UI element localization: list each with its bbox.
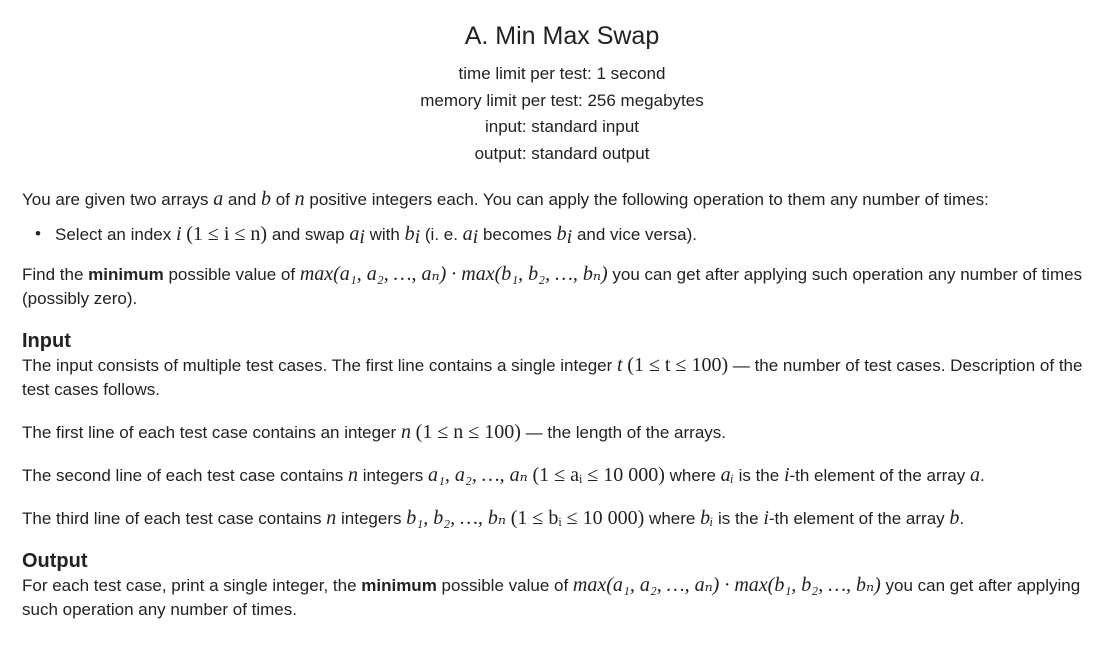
text: integers xyxy=(336,509,407,528)
list-item xyxy=(35,222,1092,248)
input-paragraph-3 xyxy=(22,463,1092,488)
text: — the length of the arrays. xyxy=(520,423,727,442)
text: is the xyxy=(733,466,784,485)
output-section xyxy=(22,549,1092,622)
text: where xyxy=(644,509,701,528)
math-var: a xyxy=(213,188,224,210)
text: Find the xyxy=(22,265,89,284)
statement-paragraph-1 xyxy=(22,187,1092,212)
math-range: (1 ≤ i ≤ n) xyxy=(186,223,268,245)
text: . xyxy=(979,466,985,485)
math-var: i xyxy=(763,507,769,529)
math-var: a xyxy=(969,464,980,486)
math-formula: a₁, a₂, …, aₙ xyxy=(427,464,528,486)
math-sub: i xyxy=(359,226,365,248)
problem-header xyxy=(22,21,1102,167)
input-paragraph-4 xyxy=(22,506,1092,531)
math-sub: i xyxy=(566,226,573,248)
text: possible value of xyxy=(436,576,573,595)
text: positive integers each. You can apply the following operation to them any number of times: xyxy=(304,190,989,209)
output-spec: output: standard output xyxy=(474,143,650,163)
input-section xyxy=(22,329,1092,531)
text: (i. e. xyxy=(420,225,463,244)
math-var: i xyxy=(175,223,182,245)
math-var: aᵢ xyxy=(720,464,734,486)
text: with xyxy=(364,225,405,244)
math-var: i xyxy=(783,464,790,486)
math-formula: max(a₁, a₂, …, aₙ) · max(b₁, b₂, …, bₙ) xyxy=(572,574,881,596)
text: . xyxy=(959,509,965,528)
output-section-title: Output xyxy=(22,550,88,572)
text: becomes xyxy=(478,225,557,244)
text: The third line of each test case contains xyxy=(22,509,327,528)
math-formula: max(a₁, a₂, …, aₙ) · max(b₁, b₂, …, bₙ) xyxy=(299,263,608,285)
problem-page xyxy=(22,0,1092,622)
math-var: n xyxy=(326,507,337,529)
input-paragraph-2 xyxy=(22,420,1092,445)
math-var: b xyxy=(556,223,567,245)
text: of xyxy=(271,190,295,209)
emphasis: minimum xyxy=(88,265,164,284)
memory-limit: memory limit per test: 256 megabytes xyxy=(420,90,704,110)
text: -th element of the array xyxy=(768,509,950,528)
text: — the number of test cases. Description of the test cases follows. xyxy=(22,356,1083,399)
input-section-title: Input xyxy=(22,330,71,352)
math-var: bᵢ xyxy=(700,507,714,529)
math-range: (1 ≤ n ≤ 100) xyxy=(415,421,521,443)
text: and vice versa). xyxy=(572,225,697,244)
bullet-icon: • xyxy=(35,224,41,243)
math-var: b xyxy=(261,188,272,210)
math-var: b xyxy=(404,223,415,245)
output-paragraph-1 xyxy=(22,573,1092,622)
input-spec: input: standard input xyxy=(484,117,640,136)
math-range: (1 ≤ t ≤ 100) xyxy=(627,354,729,376)
problem-title: A. Min Max Swap xyxy=(464,22,660,50)
math-sub: i xyxy=(472,226,479,248)
text: The first line of each test case contains an integer xyxy=(22,423,401,442)
text: integers xyxy=(358,466,428,485)
math-var: t xyxy=(616,354,623,376)
math-formula: b₁, b₂, …, bₙ xyxy=(406,507,507,529)
text: The second line of each test case contains xyxy=(22,466,349,485)
input-paragraph-1 xyxy=(22,353,1092,402)
statement-paragraph-2 xyxy=(22,262,1092,311)
math-var: n xyxy=(348,464,359,486)
text: and xyxy=(223,190,262,209)
text: you can get after applying such operation any number of times (possibly zero). xyxy=(22,265,1083,308)
text: you can get after applying such operation any number of times. xyxy=(22,576,1081,619)
text: where xyxy=(664,466,721,485)
text: -th element of the array xyxy=(789,466,970,485)
time-limit: time limit per test: 1 second xyxy=(458,64,666,83)
text: The input consists of multiple test cases. The first line contains a single integer xyxy=(22,356,617,375)
text: and swap xyxy=(267,225,350,244)
math-sub: i xyxy=(414,226,421,248)
emphasis: minimum xyxy=(361,576,437,595)
operation-list xyxy=(22,222,1092,247)
math-var: a xyxy=(349,223,360,245)
math-var: a xyxy=(462,223,473,245)
problem-statement xyxy=(22,187,1092,311)
text: Select an index xyxy=(55,225,176,244)
math-var: b xyxy=(949,507,960,529)
text: For each test case, print a single integer, the xyxy=(22,576,362,595)
text: possible value of xyxy=(163,265,300,284)
math-var: n xyxy=(400,421,411,443)
text: is the xyxy=(713,509,764,528)
math-range: (1 ≤ bᵢ ≤ 10 000) xyxy=(510,507,645,529)
text: You are given two arrays xyxy=(22,190,214,209)
math-range: (1 ≤ aᵢ ≤ 10 000) xyxy=(532,464,665,486)
math-var: n xyxy=(294,188,305,210)
